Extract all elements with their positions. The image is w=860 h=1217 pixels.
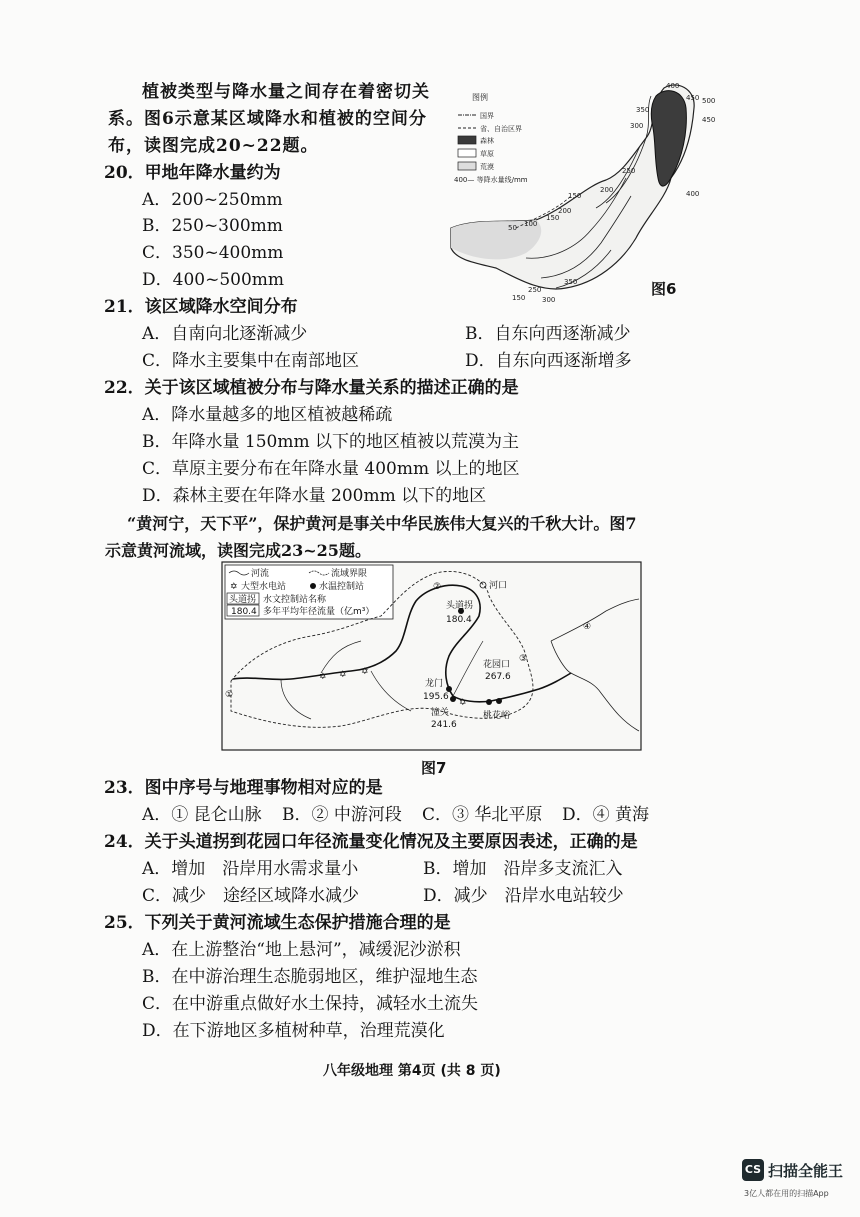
q20-option-b: B．250~300mm (142, 216, 283, 236)
q23-option-a: A．① 昆仑山脉 (142, 805, 262, 825)
marker-1: ① (225, 690, 234, 700)
svg-text:✡: ✡ (459, 698, 467, 708)
station-huayuankou-name: 花园口 (483, 660, 511, 670)
legend-sample-value: 180.4 (231, 607, 257, 617)
station-toudaoguai-value: 180.4 (446, 615, 472, 625)
svg-text:✡: ✡ (339, 670, 347, 680)
fig7-legend (225, 565, 393, 619)
q20-stem: 20．甲地年降水量约为 (104, 163, 281, 183)
q23-option-d: D．④ 黄海 (562, 805, 650, 825)
q24-option-a: A．增加 沿岸用水需求量小 (142, 859, 359, 879)
station-huayuankou-value: 267.6 (485, 672, 511, 682)
q25-option-b: B．在中游治理生态脆弱地区，维护湿地生态 (142, 967, 478, 987)
iso-450-b: 450 (702, 116, 716, 124)
q21-option-d: D．自东向西逐渐增多 (465, 351, 632, 371)
q21-stem: 21．该区域降水空间分布 (104, 297, 298, 317)
q23-option-c: C．③ 华北平原 (422, 805, 543, 825)
iso-300-a: 300 (630, 122, 644, 130)
q25-option-d: D．在下游地区多植树种草，治理荒漠化 (142, 1021, 445, 1041)
intro2-line-1: “黄河宁，天下平”，保护黄河是事关中华民族伟大复兴的千秋大计。图7 (127, 514, 637, 533)
iso-200-a: 200 (600, 186, 614, 194)
fig6-legend (454, 111, 528, 184)
iso-400-top: 400 (666, 82, 680, 90)
legend-hydro: 大型水电站 (241, 582, 287, 592)
iso-100: 100 (524, 220, 538, 228)
q24-stem: 24．关于头道拐到花园口年径流量变化情况及主要原因表述，正确的是 (104, 832, 638, 852)
iso-150-b: 150 (546, 214, 560, 222)
iso-450-a: 450 (686, 94, 700, 102)
q22-option-d: D．森林主要在年降水量 200mm 以下的地区 (142, 486, 487, 506)
legend-province: 省、自治区界 (480, 125, 522, 133)
page-footer: 八年级地理 第4页 (共 8 页) (323, 1063, 501, 1079)
figure-7-map (221, 561, 642, 751)
intro-line-1: 植被类型与降水量之间存在着密切关 (142, 82, 430, 102)
q23-option-b: B．② 中游河段 (282, 805, 402, 825)
q25-stem: 25．下列关于黄河流域生态保护措施合理的是 (104, 913, 451, 933)
q21-option-b: B．自东向西逐渐减少 (465, 324, 631, 344)
q20-option-d: D．400~500mm (142, 270, 285, 290)
q21-option-a: A．自南向北逐渐减少 (142, 324, 308, 344)
iso-150-c: 150 (512, 294, 526, 302)
figure-6-map (446, 78, 726, 310)
iso-250-a: 250 (622, 167, 636, 175)
q24-option-c: C．减少 途经区域降水减少 (142, 886, 360, 906)
figure-6-label: 图6 (651, 280, 677, 298)
scanner-logo-icon: CS (742, 1159, 764, 1181)
legend-station: 水温控制站 (319, 582, 365, 592)
svg-text:✡: ✡ (319, 672, 327, 682)
q24-option-d: D．减少 沿岸水电站较少 (423, 886, 624, 906)
station-tongguan-name: 潼关 (431, 708, 450, 718)
legend-isoline: 400— 等降水量线/mm (454, 176, 528, 184)
station-tongguan-value: 241.6 (431, 720, 457, 730)
iso-400-b: 400 (686, 190, 700, 198)
q21-option-c: C．降水主要集中在南部地区 (142, 351, 360, 371)
q22-option-c: C．草原主要分布在年降水量 400mm 以上的地区 (142, 459, 520, 479)
iso-250-b: 250 (528, 286, 542, 294)
marker-4: ④ (583, 622, 592, 632)
figure-7-label: 图7 (421, 759, 447, 777)
legend-river: 河流 (251, 569, 270, 579)
intro2-line-2: 示意黄河流域，读图完成23~25题。 (105, 541, 371, 560)
legend-border: 国界 (480, 112, 494, 120)
q22-option-a: A．降水量越多的地区植被越稀疏 (142, 405, 393, 425)
intro-line-3: 布，读图完成20~22题。 (108, 136, 319, 156)
q25-option-a: A．在上游整治“地上悬河”，减缓泥沙淤积 (142, 940, 461, 960)
legend-grassland: 草原 (480, 150, 494, 158)
q25-option-c: C．在中游重点做好水土保持，减轻水土流失 (142, 994, 479, 1014)
legend-basin: 流域界限 (331, 569, 368, 579)
svg-text:✡: ✡ (230, 582, 238, 592)
station-taohuayu-name: 桃花峪 (483, 711, 511, 721)
q22-stem: 22．关于该区域植被分布与降水量关系的描述正确的是 (104, 378, 519, 398)
marker-2: ② (433, 582, 442, 592)
scanner-tagline: 3亿人都在用的扫描App (744, 1189, 829, 1198)
iso-350-b: 350 (564, 278, 578, 286)
fig6-legend-title: 图例 (472, 93, 488, 102)
legend-forest: 森林 (480, 137, 494, 145)
iso-350-a: 350 (636, 106, 650, 114)
q24-option-b: B．增加 沿岸多支流汇入 (423, 859, 623, 879)
marker-3: ③ (519, 654, 528, 664)
legend-runoff: 多年平均年径流量（亿m³） (263, 607, 375, 617)
q23-stem: 23．图中序号与地理事物相对应的是 (104, 778, 383, 798)
scanner-name: 扫描全能王 (768, 1162, 844, 1180)
station-longmen-value: 195.6 (423, 692, 449, 702)
svg-text:✡: ✡ (361, 667, 369, 677)
station-longmen-name: 龙门 (425, 679, 444, 689)
station-toudaoguai-name: 头道拐 (446, 601, 474, 611)
station-hekou-name: 河口 (489, 581, 508, 591)
iso-300-b: 300 (542, 296, 556, 304)
iso-200-b: 200 (558, 207, 572, 215)
legend-sample-name: 头道拐 (229, 595, 257, 605)
intro-line-2: 系。图6示意某区域降水和植被的空间分 (108, 109, 427, 129)
iso-500: 500 (702, 97, 716, 105)
legend-station-name: 水文控制站名称 (263, 595, 327, 605)
iso-150-a: 150 (568, 192, 582, 200)
q22-option-b: B．年降水量 150mm 以下的地区植被以荒漠为主 (142, 432, 519, 452)
legend-desert: 荒漠 (480, 163, 494, 171)
iso-50: 50 (508, 224, 517, 232)
q20-option-c: C．350~400mm (142, 243, 284, 263)
q20-option-a: A．200~250mm (142, 190, 283, 210)
